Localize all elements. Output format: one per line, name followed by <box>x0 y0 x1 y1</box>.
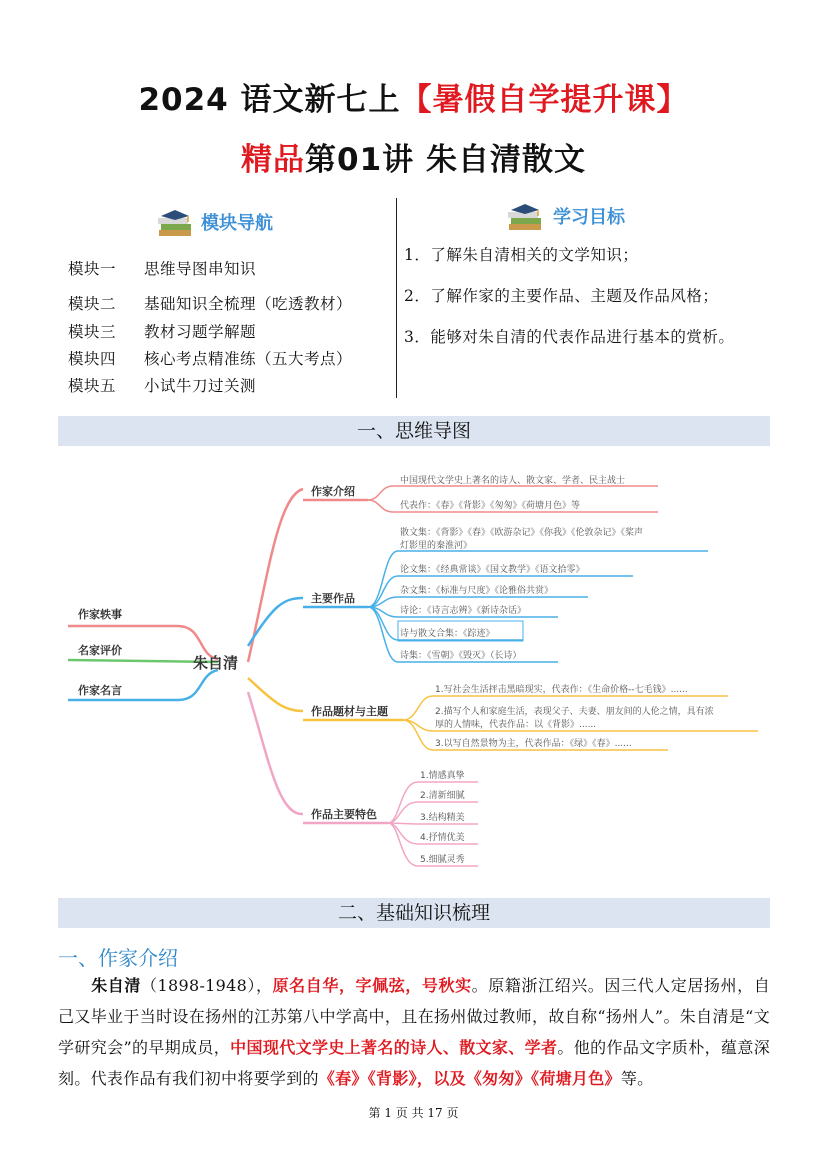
mind-map <box>58 456 770 876</box>
module-key: 模块一 <box>68 260 117 278</box>
branch-label: 主要作品 <box>311 592 355 605</box>
leaf-text: 灯影里的秦淮河》 <box>400 541 473 551</box>
section-band-basics: 二、基础知识梳理 <box>58 898 770 928</box>
author-intro-paragraph <box>58 970 770 1094</box>
module-key: 模块三 <box>68 323 117 341</box>
title-quality-tag: 精品 <box>241 142 306 178</box>
module-item <box>68 374 256 396</box>
goals-header <box>505 200 625 232</box>
left-node: 名家评价 <box>78 644 122 657</box>
leaf-text: 中国现代文学史上著名的诗人、散文家、学者、民主战士 <box>400 476 626 486</box>
emphasis-text: 中国现代文学史上著名的诗人、散文家、学者 <box>230 1038 558 1057</box>
module-text: 核心考点精准练（五大考点） <box>144 350 353 368</box>
branch-connector <box>248 489 303 662</box>
leaf-line <box>388 823 478 824</box>
title-highlight: 【暑假自学提升课】 <box>400 82 689 118</box>
column-divider <box>396 198 397 398</box>
branch-connector <box>248 678 303 711</box>
branch-label: 作家介绍 <box>311 485 355 498</box>
module-nav-header <box>155 206 273 238</box>
branch-label: 作品主要特色 <box>311 808 377 821</box>
leaf-text: 诗与散文合集：《踪迹》 <box>400 629 495 639</box>
leaf-text: 5.细腻灵秀 <box>420 855 465 865</box>
text-span: 等。 <box>620 1069 654 1088</box>
module-nav-heading: 模块导航 <box>201 213 273 234</box>
leaf-text: 散文集：《背影》《春》《欧游杂记》《你我》《伦敦杂记》《桨声 <box>400 528 644 538</box>
emphasis-text: 《春》《背影》，以及《匆匆》《荷塘月色》 <box>318 1069 621 1088</box>
author-name: 朱自清 <box>91 976 141 995</box>
leaf-text: 1.写社会生活抨击黑暗现实，代表作：《生命价格--七毛钱》...... <box>435 685 688 695</box>
module-text: 思维导图串知识 <box>144 260 257 278</box>
leaf-text: 代表作：《春》《背影》《匆匆》《荷塘月色》等 <box>400 501 581 511</box>
leaf-text: 3.以写自然景物为主，代表作品：《绿》《春》...... <box>435 739 632 749</box>
module-item <box>68 257 256 279</box>
text-span: （1898-1948）， <box>140 976 273 995</box>
title-prefix: 2024 语文新七上 <box>138 82 401 118</box>
branch-connector <box>178 670 218 700</box>
module-key: 模块五 <box>68 377 117 395</box>
books-icon <box>155 206 195 238</box>
section-band-mindmap: 一、思维导图 <box>58 416 770 446</box>
subsection-title: 一、作家介绍 <box>58 946 178 970</box>
leaf-text: 厚的人情味，代表作品：以《背影》...... <box>435 720 597 730</box>
module-key: 模块四 <box>68 350 117 368</box>
module-key: 模块二 <box>68 295 117 313</box>
leaf-line <box>368 551 708 607</box>
page-footer: 第 1 页 共 17 页 <box>368 1106 459 1120</box>
mind-map-center: 朱自清 <box>193 654 239 672</box>
text-span: 。原籍浙江绍兴。因三代人定居扬州，自己又毕业于当时设在扬州的江苏第八中学高中，且在扬州做过教师，故自称“扬州人”。朱自清是“文学研究会”的早期成员， <box>58 976 771 1057</box>
module-item <box>68 320 256 342</box>
books-icon <box>505 200 545 232</box>
goal-item: 1．了解朱自清相关的文学知识； <box>404 246 639 264</box>
module-text: 小试牛刀过关测 <box>144 377 257 395</box>
module-item <box>68 292 352 314</box>
module-item <box>68 347 352 369</box>
leaf-text: 2.清新细腻 <box>420 791 465 801</box>
leaf-text: 杂文集：《标准与尺度》《论雅俗共赏》 <box>400 586 554 596</box>
document-title-line1 <box>0 74 827 119</box>
module-text: 教材习题学解题 <box>144 323 257 341</box>
leaf-text: 4.抒情优美 <box>420 833 465 843</box>
branch-label: 作品题材与主题 <box>311 705 388 718</box>
leaf-text: 诗集：《雪朝》《毁灭》（长诗） <box>400 651 522 661</box>
emphasis-text: 原名自华，字佩弦，号秋实 <box>272 976 472 995</box>
leaf-text: 2.描写个人和家庭生活，表现父子、夫妻、朋友间的人伦之情，具有浓 <box>435 707 714 717</box>
text-span: 。他的作品文字质朴，蕴意深刻。代表作品有我们初中将要学到的 <box>58 1038 770 1088</box>
leaf-text: 论文集：《经典常谈》《国文教学》《语文拾零》 <box>400 565 585 575</box>
leaf-text: 3.结构精美 <box>420 813 465 823</box>
leaf-line <box>368 486 658 500</box>
leaf-text: 诗论：《诗言志辨》《新诗杂话》 <box>400 606 527 616</box>
lecture-title: 第01讲 朱自清散文 <box>305 142 586 178</box>
module-text: 基础知识全梳理（吃透教材） <box>144 295 353 313</box>
goals-heading: 学习目标 <box>553 207 625 228</box>
goal-item: 2．了解作家的主要作品、主题及作品风格； <box>404 287 719 305</box>
leaf-text: 1.情感真挚 <box>420 771 465 781</box>
left-node: 作家轶事 <box>78 608 122 621</box>
goal-item: 3．能够对朱自清的代表作品进行基本的赏析。 <box>404 328 735 346</box>
document-title-line2 <box>0 134 827 179</box>
left-node: 作家名言 <box>78 684 122 697</box>
